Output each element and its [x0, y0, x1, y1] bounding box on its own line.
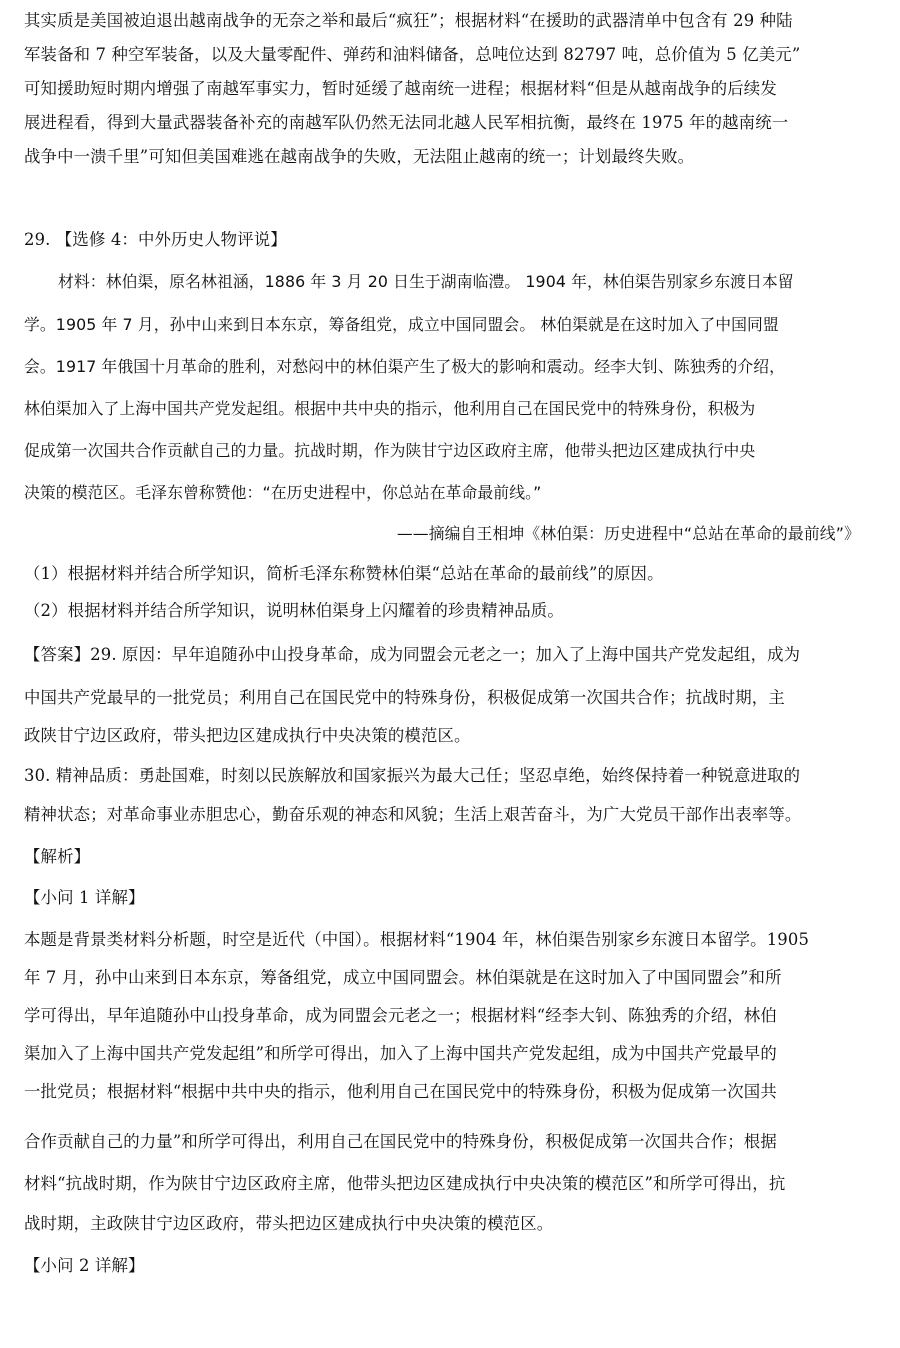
material-line: 会。1917 年俄国十月革命的胜利，对愁闷中的林伯渠产生了极大的影响和震动。经李大钊、陈独秀的介绍， — [24, 357, 786, 376]
material-line: 促成第一次国共合作贡献自己的力量。抗战时期，作为陕甘宁边区政府主席，他带头把边区建成执行中央 — [24, 441, 756, 460]
material-line: 决策的模范区。毛泽东曾称赞他：“在历史进程中，你总站在革命最前线。” — [24, 483, 542, 502]
answer-line: 政陕甘宁边区政府，带头把边区建成执行中央决策的模范区。 — [24, 726, 471, 745]
passage-line: 其实质是美国被迫退出越南战争的无奈之举和最后“疯狂”；根据材料“在援助的武器清单中包含有 29 种陆 — [24, 11, 793, 30]
sub-question: （1）根据材料并结合所学知识，简析毛泽东称赞林伯渠“总站在革命的最前线”的原因。 — [24, 564, 664, 583]
detail-line: 合作贡献自己的力量”和所学可得出，利用自己在国民党中的特殊身份，积极促成第一次国共合作；根据 — [24, 1132, 777, 1151]
answer-line: 30. 精神品质：勇赴国难，时刻以民族解放和国家振兴为最大己任；坚忍卓绝，始终保持着一种锐意进取的 — [24, 766, 801, 785]
source-citation: ——摘编自王相坤《林伯渠：历史进程中“总站在革命的最前线”》 — [396, 524, 860, 543]
answer-line: 中国共产党最早的一批党员；利用自己在国民党中的特殊身份，积极促成第一次国共合作；抗战时期，主 — [24, 688, 785, 707]
passage-line: 战争中一溃千里”可知但美国难逃在越南战争的失败，无法阻止越南的统一；计划最终失败。 — [24, 147, 695, 166]
passage-line: 可知援助短时期内增强了南越军事实力，暂时延缓了越南统一进程；根据材料“但是从越南战争的后续发 — [24, 79, 777, 98]
passage-line: 展进程看，得到大量武器装备补充的南越军队仍然无法同北越人民军相抗衡，最终在 1975 年的越南统一 — [24, 113, 789, 132]
material-line: 林伯渠加入了上海中国共产党发起组。根据中共中央的指示，他利用自己在国民党中的特殊身份，积极为 — [24, 399, 756, 418]
answer-line: 【答案】29. 原因：早年追随孙中山投身革命，成为同盟会元老之一；加入了上海中国共产党发起组，成为 — [24, 645, 801, 664]
question-heading: 29. 【选修 4：中外历史人物评说】 — [24, 230, 287, 249]
passage-line: 军装备和 7 种空军装备，以及大量零配件、弹药和油料储备，总吨位达到 82797 吨，总价值为 5 亿美元” — [24, 45, 801, 64]
material-line: 学。1905 年 7 月，孙中山来到日本东京，筹备组党，成立中国同盟会。 林伯渠就是在这时加入了中国同盟 — [24, 315, 779, 334]
sub-question: （2）根据材料并结合所学知识，说明林伯渠身上闪耀着的珍贵精神品质。 — [24, 601, 564, 620]
detail-line: 战时期，主政陕甘宁边区政府，带头把边区建成执行中央决策的模范区。 — [24, 1214, 554, 1233]
answer-line: 精神状态；对革命事业赤胆忠心，勤奋乐观的神态和风貌；生活上艰苦奋斗，为广大党员干部作出表率等。 — [24, 805, 802, 824]
sub1-label: 【小问 1 详解】 — [24, 888, 145, 907]
sub2-label: 【小问 2 详解】 — [24, 1256, 145, 1275]
detail-line: 一批党员；根据材料“根据中共中央的指示，他利用自己在国民党中的特殊身份，积极为促成第一次国共 — [24, 1082, 777, 1101]
analysis-label: 【解析】 — [24, 847, 91, 866]
detail-line: 年 7 月，孙中山来到日本东京，筹备组党，成立中国同盟会。林伯渠就是在这时加入了中国同盟会”和所 — [24, 968, 782, 987]
detail-line: 渠加入了上海中国共产党发起组”和所学可得出，加入了上海中国共产党发起组，成为中国共产党最早的 — [24, 1044, 777, 1063]
detail-line: 本题是背景类材料分析题，时空是近代（中国）。根据材料“1904 年，林伯渠告别家乡东渡日本留学。1905 — [24, 930, 810, 949]
material-line: 材料：林伯渠，原名林祖涵，1886 年 3 月 20 日生于湖南临澧。 1904 年，林伯渠告别家乡东渡日本留 — [58, 272, 794, 291]
detail-line: 材料“抗战时期，作为陕甘宁边区政府主席，他带头把边区建成执行中央决策的模范区”和所学可得出，抗 — [24, 1174, 786, 1193]
detail-line: 学可得出，早年追随孙中山投身革命，成为同盟会元老之一；根据材料“经李大钊、陈独秀的介绍，林伯 — [24, 1006, 777, 1025]
